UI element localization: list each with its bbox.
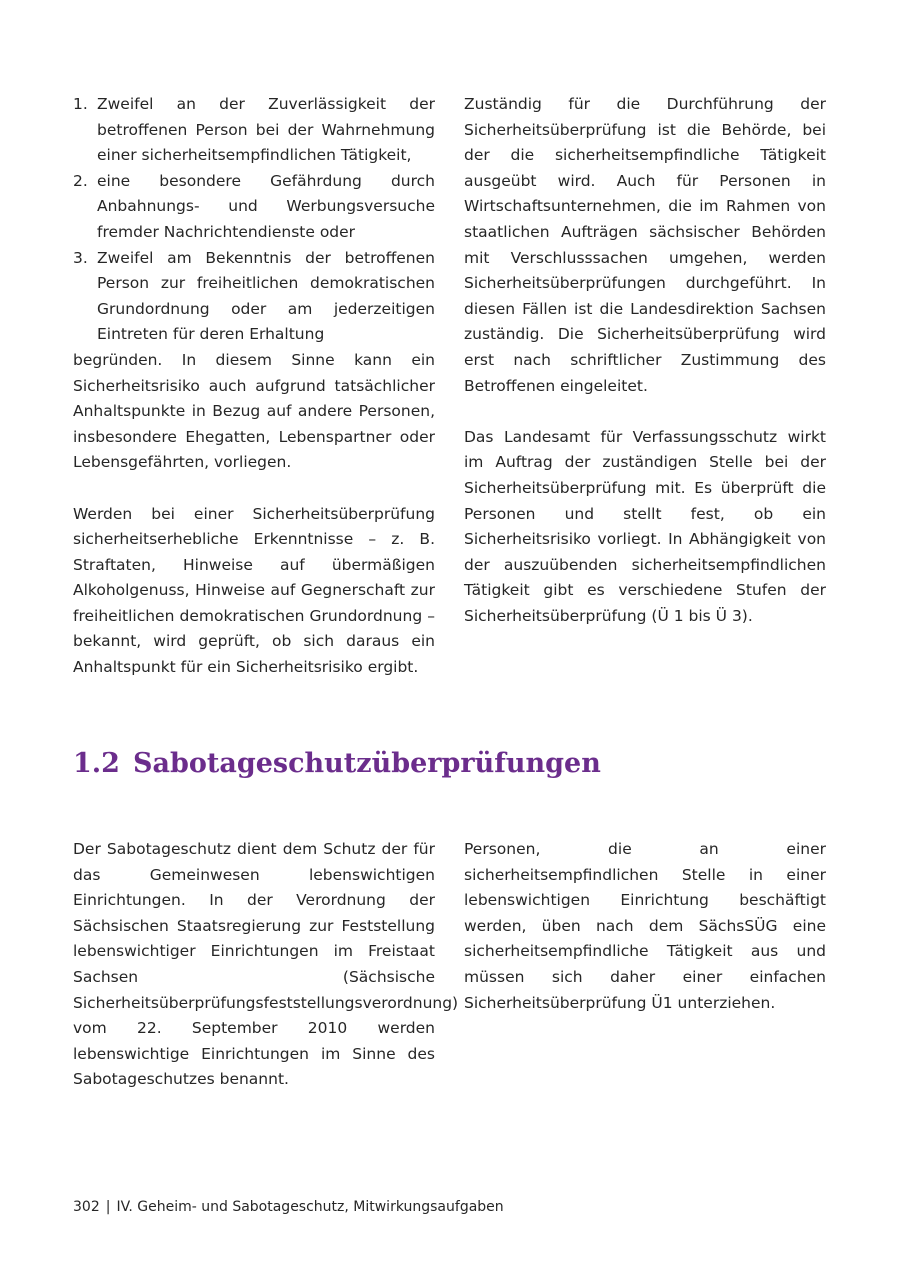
paragraph: Zuständig für die Durchführung der Sicherheitsüberprüfung ist die Behörde, bei der die sicherheitsempfindliche Tätigkeit ausgeübt wird. Auch für Personen in Wirtschaftsunternehmen, die im Rahmen von staatlichen Aufträgen sächsischer Behörden mit Verschlusssachen umgehen, werden Sicherheitsüberprüfungen durchgeführt. In diesen Fällen ist die Landesdirektion Sachsen zuständig. Die Sicherheitsüberprüfung wird erst nach schriftlicher Zustimmung des Betroffenen eingeleitet. [464,95,826,395]
footer-separator: | [105,1199,111,1215]
list-item [73,169,435,246]
list-item-number: 3. [73,248,88,267]
numbered-list [73,92,435,348]
paragraph: Das Landesamt für Verfassungsschutz wirkt im Auftrag der zuständigen Stelle bei der Sicherheitsüberprüfung mit. Es überprüft die Personen und stellt fest, ob ein Sicherheitsrisiko vorliegt. In Abhängigkeit von der auszuübenden sicherheitsempfindlichen Tätigkeit gibt es verschiedene Stufen der Sicherheitsüberprüfung (Ü 1 bis Ü 3). [464,427,826,625]
right-column-top [464,92,826,629]
list-item [73,246,435,348]
page-number: 302 [73,1199,100,1215]
page-footer [73,1199,504,1215]
paragraph: Werden bei einer Sicherheitsüberprüfung sicherheitserhebliche Erkenntnisse – z. B. Straftaten, Hinweise auf übermäßigen Alkoholgenuss, Hinweise auf Gegnerschaft zur freiheitlichen demokratischen Grundordnung – bekannt, wird geprüft, ob sich daraus ein Anhaltspunkt für ein Sicherheitsrisiko ergibt. [73,504,435,677]
list-item-text: Zweifel am Bekenntnis der betroffenen Person zur freiheitlichen demokratischen Grundordnung oder am jederzeitigen Eintreten für deren Erhaltung [97,248,435,344]
list-item-number: 2. [73,171,88,190]
list-item-text: Zweifel an der Zuverlässigkeit der betroffenen Person bei der Wahrnehmung einer sicherheitsempfindlichen Tätigkeit, [97,95,435,165]
section-heading [73,748,601,779]
chapter-title: IV. Geheim- und Sabotageschutz, Mitwirkungsaufgaben [116,1199,504,1215]
paragraph: Der Sabotageschutz dient dem Schutz der für das Gemeinwesen lebenswichtigen Einrichtungen. In der Verordnung der Sächsischen Staatsregierung zur Feststellung lebenswichtiger Einrichtungen im Freistaat Sachsen (Sächsische Sicherheitsüberprüfungsfeststellungsverordnung) vom 22. September 2010 werden lebenswichtige Einrichtungen im Sinne des Sabotageschutzes benannt. [73,840,459,1089]
list-item [73,92,435,169]
list-item-text: eine besondere Gefährdung durch Anbahnungs- und Werbungsversuche fremder Nachrichtendienste oder [97,171,435,241]
section-number: 1.2 [73,748,120,779]
paragraph: Personen, die an einer sicherheitsempfindlichen Stelle in einer lebenswichtigen Einrichtung beschäftigt werden, üben nach dem SächsSÜG eine sicherheitsempfindliche Tätigkeit aus und müssen sich daher einer einfachen Sicherheitsüberprüfung Ü1 unterziehen. [464,840,826,1012]
right-column-bottom [464,837,826,1016]
list-item-number: 1. [73,95,88,113]
section-title: Sabotageschutzüberprüfungen [133,748,601,779]
left-column-bottom [73,837,459,1093]
paragraph: begründen. In diesem Sinne kann ein Sicherheitsrisiko auch aufgrund tatsächlicher Anhaltspunkte in Bezug auf andere Personen, insbesondere Ehegatten, Lebenspartner oder Lebensgefährten, vorliegen. [73,350,435,472]
left-column-top [73,92,435,681]
